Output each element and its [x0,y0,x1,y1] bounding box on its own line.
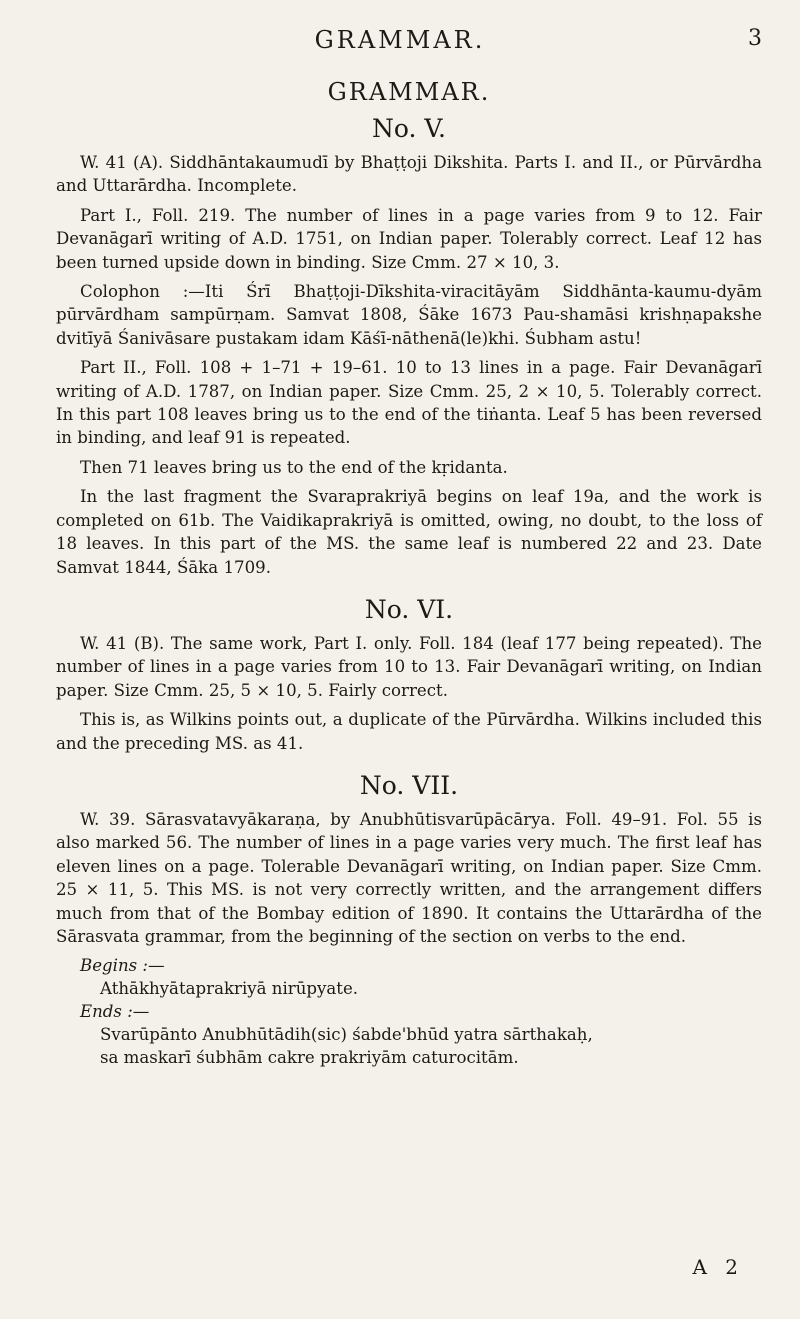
ends-label: Ends :— [80,1002,150,1022]
running-head: GRAMMAR. [314,26,486,54]
page-content [56,78,762,1085]
page-title: GRAMMAR. [327,78,491,106]
entry-description: W. 39. Sārasvatavyākaraṇa, by Anubhūtisvarūpācārya. Foll. 49–91. Fol. 55 is also marked 56. The number of lines in a page varies very much. The first leaf has eleven lines on a page. Tolerable Devanāgarī writing, on Indian paper. Size Cmm. 25 × 11, 5. This MS. is not very correctly written, and the arrangement differs much from that of the Bombay edition of 1890. It contains the Uttarārdha of the Sārasvata grammar, from the beginning of the section on verbs to the end. [56,809,762,946]
ends-text-line-2: sa maskarī śubhām cakre prakriyām caturocitām. [100,1048,519,1068]
colophon-paragraph: Colophon :—Iti Śrī Bhaṭṭoji-Dīkshita-viracitāyām Siddhānta-kaumu-dyām pūrvārdham sampūrṇam. Samvat 1808, Śāke 1673 Pau-shamāsi krishṇapakshe dvitīyā Śanivāsare pustakam idam Kāśī-nāthenā(le)khi. Śubham astu! [56,282,762,348]
begins-text: Athākhyātaprakriyā nirūpyate. [100,979,359,999]
entry-no-v [56,114,762,579]
entry-description: W. 41 (A). Siddhāntakaumudī by Bhaṭṭoji Dikshita. Parts I. and II., or Pūrvārdha and Uttarārdha. Incomplete. [56,153,762,196]
page-number: 3 [748,26,762,51]
begins-label: Begins :— [80,956,165,976]
ends-text-line-1: Svarūpānto Anubhūtādih(sic) śabde'bhūd yatra sārthakaḥ, [100,1025,593,1045]
entry-paragraph: Part I., Foll. 219. The number of lines in a page varies from 9 to 12. Fair Devanāgarī writing of A.D. 1751, on Indian paper. Tolerably correct. Leaf 12 has been turned upside down in binding. Size Cmm. 27 × 10, 3. [56,205,762,272]
entry-paragraph: Then 71 leaves bring us to the end of the kṛidanta. [80,457,508,477]
section-heading: No. VI. [364,594,454,624]
section-heading: No. V. [371,114,446,143]
entry-paragraph: Part II., Foll. 108 + 1–71 + 19–61. 10 to 13 lines in a page. Fair Devanāgarī writing of A.D. 1787, on Indian paper. Size Cmm. 25, 2 × 10, 5. Tolerably correct. In this part 108 leaves bring us to the end of the tiṅanta. Leaf 5 has been reversed in binding, and leaf 91 is repeated. [56,358,762,448]
entry-no-vii [56,771,762,1069]
entry-no-vi [56,595,762,755]
entry-description: W. 41 (B). The same work, Part I. only. Foll. 184 (leaf 177 being repeated). The number of lines in a page varies from 10 to 13. Fair Devanāgarī writing, on Indian paper. Size Cmm. 25, 5 × 10, 5. Fairly correct. [56,633,762,700]
entry-paragraph: This is, as Wilkins points out, a duplicate of the Pūrvārdha. Wilkins included this and the preceding MS. as 41. [56,710,762,753]
section-heading: No. VII. [359,770,459,800]
entry-paragraph: In the last fragment the Svaraprakriyā begins on leaf 19a, and the work is completed on 61b. The Vaidikaprakriyā is omitted, owing, no doubt, to the loss of 18 leaves. In this part of the MS. the same leaf is numbered 22 and 23. Date Samvat 1844, Śāka 1709. [56,487,762,577]
signature-mark: A 2 [692,1255,744,1279]
